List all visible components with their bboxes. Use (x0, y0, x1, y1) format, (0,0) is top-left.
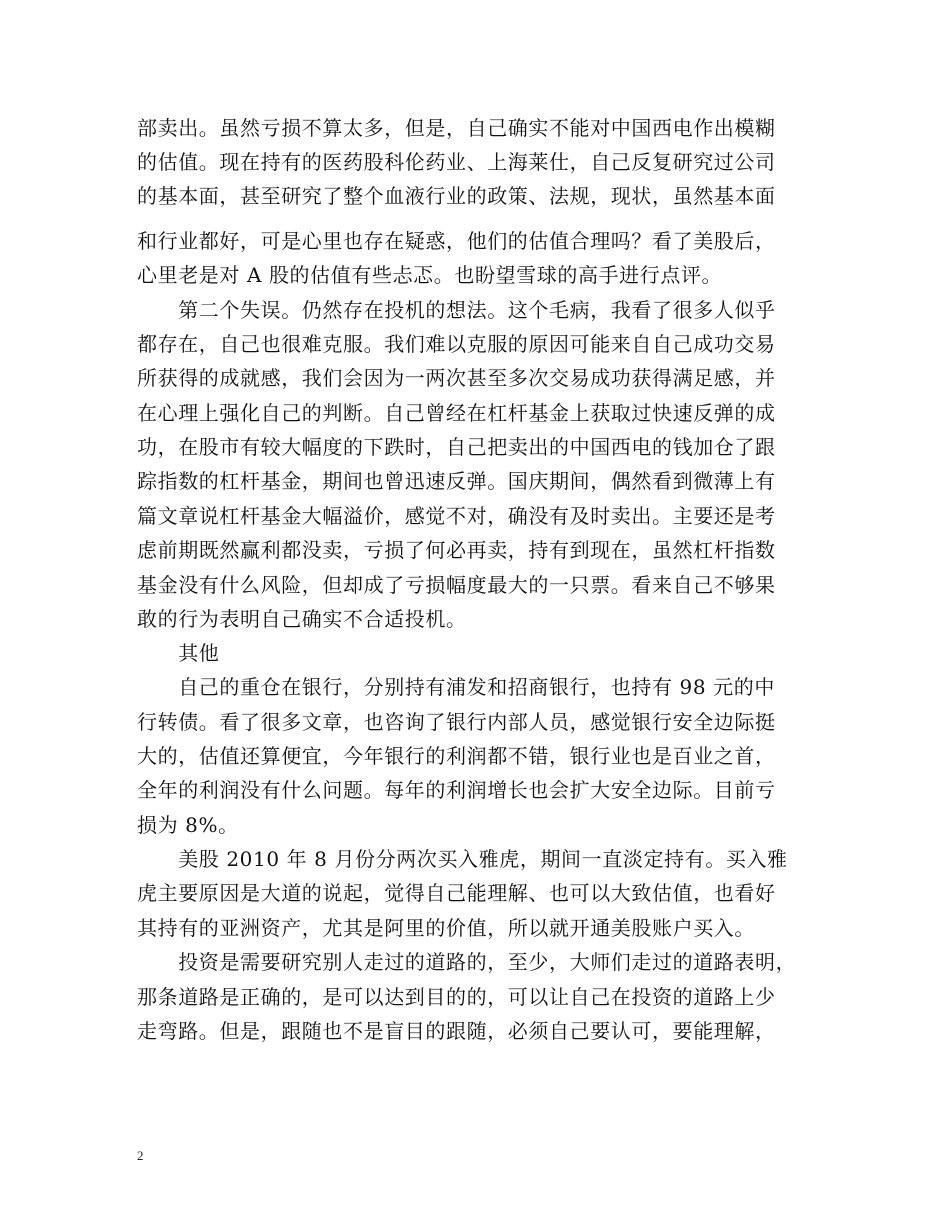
text-line: 那条道路是正确的，是可以达到目的的，可以让自己在投资的道路上少 (137, 985, 776, 1009)
text-line: 心里老是对 A 股的估值有些忐忑。也盼望雪球的高手进行点评。 (137, 263, 723, 287)
text-line: 其持有的亚洲资产，尤其是阿里的价值，所以就开通美股账户买入。 (137, 916, 755, 940)
text-line: 大的，估值还算便宜，今年银行的利润都不错，银行业也是百业之首， (137, 744, 776, 768)
text-line: 基金没有什么风险，但却成了亏损幅度最大的一只票。看来自己不够果 (137, 573, 776, 597)
text-line: 投资是需要研究别人走过的道路的，至少，大师们走过的道路表明， (137, 950, 797, 974)
section-heading: 其他 (137, 641, 220, 665)
text-line: 的估值。现在持有的医药股科伦药业、上海莱仕，自己反复研究过公司 (137, 150, 776, 174)
page-number: 2 (137, 1148, 144, 1163)
text-line: 踪指数的杠杆基金，期间也曾迅速反弹。国庆期间，偶然看到微薄上有 (137, 469, 776, 493)
text-line: 篇文章说杠杆基金大幅溢价，感觉不对，确没有及时卖出。主要还是考 (137, 504, 776, 528)
text-line: 美股 2010 年 8 月份分两次买入雅虎，期间一直淡定持有。买入雅 (137, 847, 788, 871)
text-line: 自己的重仓在银行，分别持有浦发和招商银行，也持有 98 元的中 (137, 675, 775, 699)
text-line: 在心理上强化自己的判断。自己曾经在杠杆基金上获取过快速反弹的成 (137, 401, 776, 425)
text-line: 功，在股市有较大幅度的下跌时，自己把卖出的中国西电的钱加仓了跟 (137, 435, 776, 459)
text-line: 敢的行为表明自己确实不合适投机。 (137, 607, 467, 631)
text-line: 走弯路。但是，跟随也不是盲目的跟随，必须自己要认可，要能理解， (137, 1019, 776, 1043)
text-line: 的基本面，甚至研究了整个血液行业的政策、法规，现状，虽然基本面 (137, 184, 776, 208)
text-line: 行转债。看了很多文章，也咨询了银行内部人员，感觉银行安全边际挺 (137, 710, 776, 734)
text-line: 所获得的成就感，我们会因为一两次甚至多次交易成功获得满足感，并 (137, 366, 776, 390)
text-line: 第二个失误。仍然存在投机的想法。这个毛病，我看了很多人似乎 (137, 298, 776, 322)
text-line: 虑前期既然赢利都没卖，亏损了何必再卖，持有到现在，虽然杠杆指数 (137, 538, 776, 562)
text-line: 和行业都好，可是心里也存在疑惑，他们的估值合理吗？看了美股后， (137, 229, 776, 253)
text-line: 都存在，自己也很难克服。我们难以克服的原因可能来自自己成功交易 (137, 332, 776, 356)
text-line: 全年的利润没有什么问题。每年的利润增长也会扩大安全边际。目前亏 (137, 778, 776, 802)
text-line: 部卖出。虽然亏损不算太多，但是，自己确实不能对中国西电作出模糊 (137, 116, 776, 140)
text-line: 损为 8%。 (137, 813, 239, 837)
text-line: 虎主要原因是大道的说起，觉得自己能理解、也可以大致估值，也看好 (137, 881, 776, 905)
